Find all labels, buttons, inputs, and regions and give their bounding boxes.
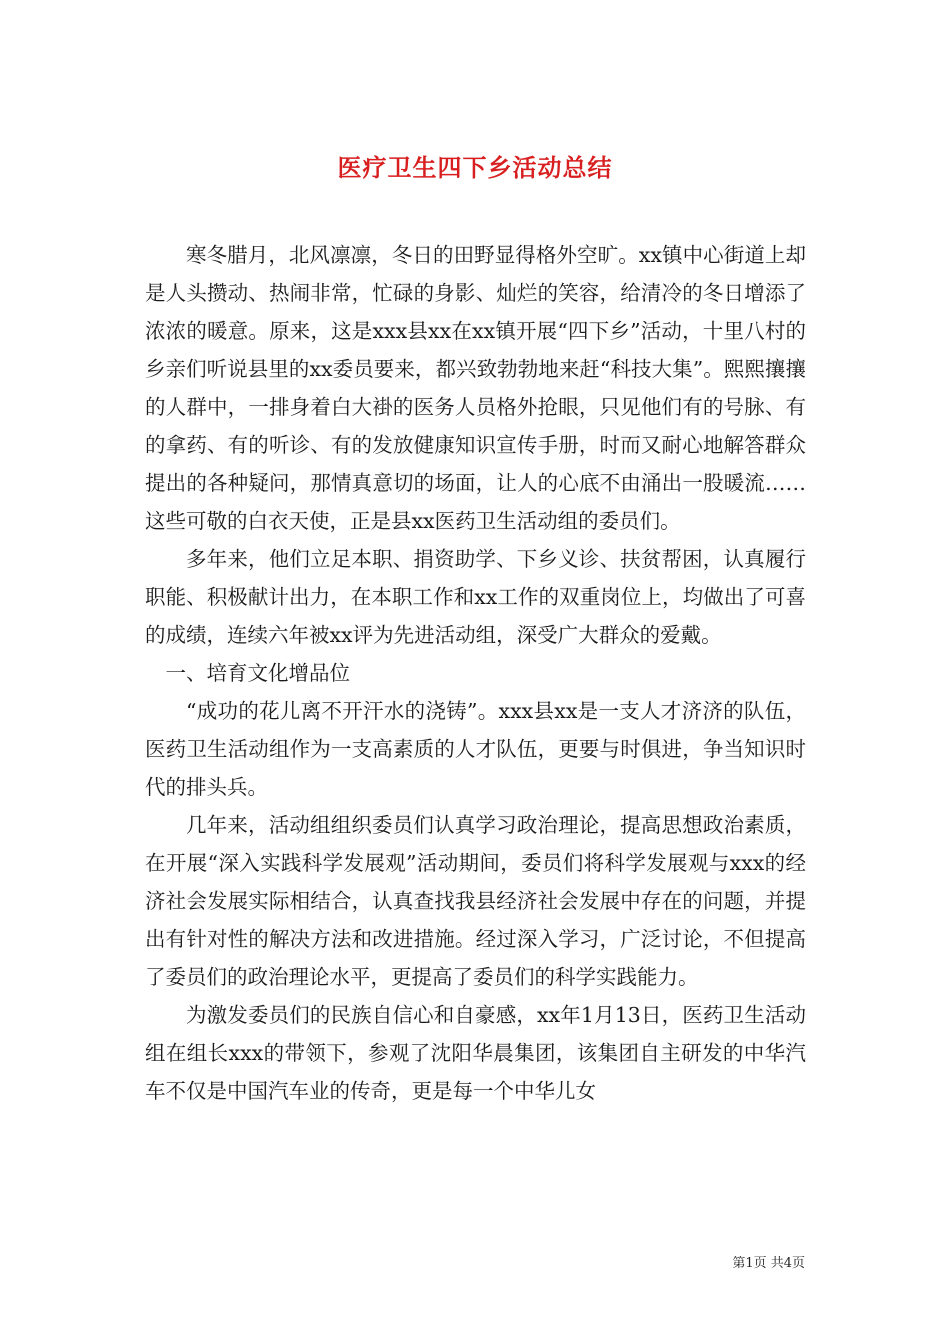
page-number: 第1页 共4页 (732, 1256, 805, 1271)
section-heading: 一、培育文化增品位 (165, 661, 350, 685)
document-body (145, 236, 806, 1110)
paragraph-visit: 为激发委员们的民族自信心和自豪感，xx年1月13日，医药卫生活动组在组长xxx的带领下，参观了沈阳华晨集团，该集团自主研发的中华汽车不仅是中国汽车业的传奇，更是每一个中华儿女 (145, 1003, 806, 1103)
paragraph-quote: “成功的花儿离不开汗水的浇铸”。xxx县xx是一支人才济济的队伍，医药卫生活动组作为一支高素质的人才队伍，更要与时俱进，争当知识时代的排头兵。 (145, 699, 806, 799)
paragraph-study: 几年来，活动组组织委员们认真学习政治理论，提高思想政治素质，在开展“深入实践科学发展观”活动期间，委员们将科学发展观与xxx的经济社会发展实际相结合，认真查找我县经济社会发展中存在的问题，并提出有针对性的解决方法和改进措施。经过深入学习，广泛讨论，不但提高了委员们的政治理论水平，更提高了委员们的科学实践能力。 (145, 813, 806, 989)
paragraph-intro: 寒冬腊月，北风凛凛，冬日的田野显得格外空旷。xx镇中心街道上却是人头攒动、热闹非常，忙碌的身影、灿烂的笑容，给清冷的冬日增添了浓浓的暖意。原来，这是xxx县xx在xx镇开展“四下乡”活动，十里八村的乡亲们听说县里的xx委员要来，都兴致勃勃地来赶“科技大集”。熙熙攘攘的人群中，一排身着白大褂的医务人员格外抢眼，只见他们有的号脉、有的拿药、有的听诊、有的发放健康知识宣传手册，时而又耐心地解答群众提出的各种疑问，那情真意切的场面，让人的心底不由涌出一股暖流……这些可敬的白衣天使，正是县xx医药卫生活动组的委员们。 (145, 243, 806, 533)
page-title: 医疗卫生四下乡活动总结 (337, 153, 613, 183)
paragraph-achievements: 多年来，他们立足本职、捐资助学、下乡义诊、扶贫帮困，认真履行职能、积极献计出力，在本职工作和xx工作的双重岗位上，均做出了可喜的成绩，连续六年被xx评为先进活动组，深受广大群众的爱戴。 (145, 547, 806, 647)
